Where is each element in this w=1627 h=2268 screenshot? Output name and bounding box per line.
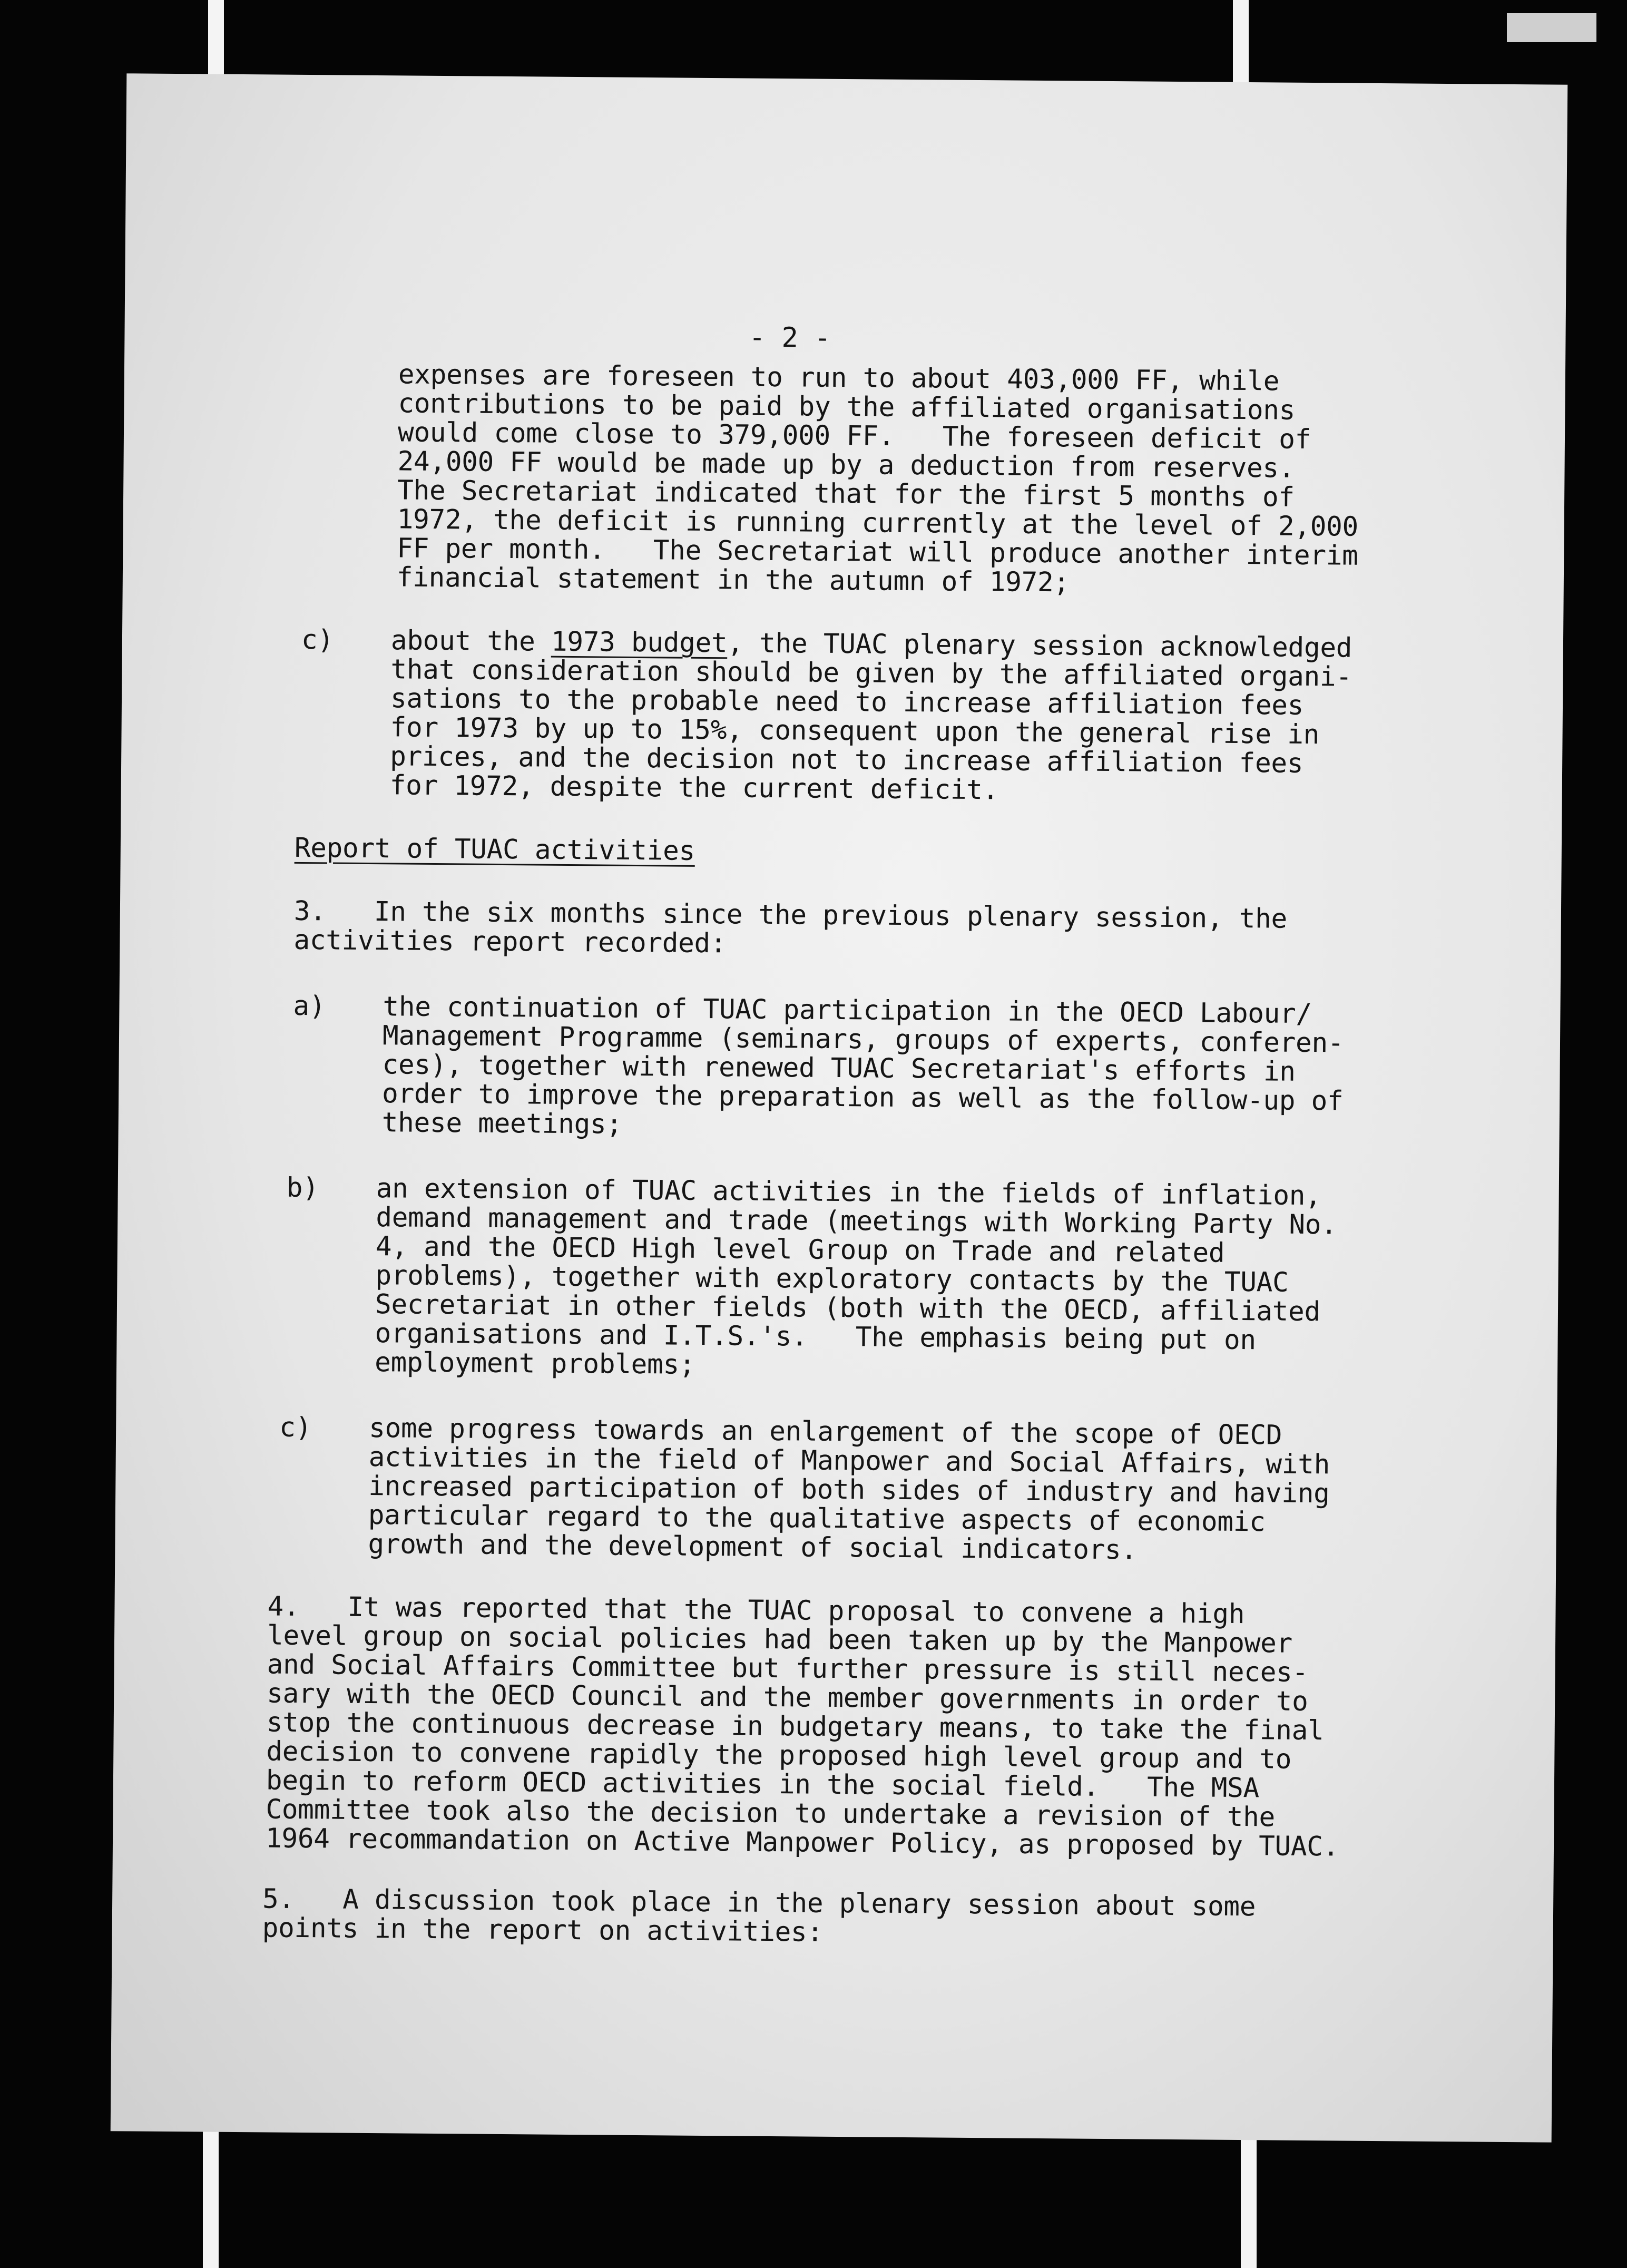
text-line: increased participation of both sides of industry and having bbox=[368, 1471, 1330, 1510]
text-line: expenses are foreseen to run to about 403,000 FF, while bbox=[398, 359, 1280, 397]
text-line: particular regard to the qualitative aspects of economic bbox=[368, 1500, 1266, 1538]
text-line: some progress towards an enlargement of the scope of OECD bbox=[368, 1413, 1282, 1451]
text-line: 1972, the deficit is running currently at the level of 2,000 bbox=[397, 504, 1359, 543]
text-line: demand management and trade (meetings with Working Party No. bbox=[376, 1202, 1337, 1241]
text-line: ces), together with renewed TUAC Secretariat's efforts in bbox=[382, 1049, 1296, 1088]
text-line: activities report recorded: bbox=[293, 924, 727, 960]
text-line: sary with the OECD Council and the member governments in order to bbox=[267, 1678, 1308, 1718]
text-line: Secretariat in other fields (both with the OECD, affiliated bbox=[375, 1289, 1321, 1328]
text-line: prices, and the decision not to increase affiliation fees bbox=[389, 741, 1303, 779]
text-line: and Social Affairs Committee but further pressure is still neces- bbox=[267, 1649, 1309, 1689]
text-line: decision to convene rapidly the proposed high level group and to bbox=[266, 1736, 1292, 1775]
text-line: level group on social policies had been taken up by the Manpower bbox=[267, 1620, 1293, 1659]
para-b-continuation bbox=[126, 73, 1567, 599]
text-line: 3. In the six months since the previous plenary session, the bbox=[293, 895, 1288, 935]
text-line: FF per month. The Secretariat will produce another interim bbox=[397, 533, 1358, 572]
text-line: financial statement in the autumn of 1972; bbox=[396, 562, 1070, 599]
text-line: these meetings; bbox=[381, 1107, 623, 1140]
text-line: for 1973 by up to 15%, consequent upon the general rise in bbox=[390, 712, 1320, 751]
text-line: problems), together with exploratory contacts by the TUAC bbox=[375, 1260, 1289, 1298]
document-page bbox=[111, 73, 1568, 2142]
text-line: sations to the probable need to increase affiliation fees bbox=[390, 683, 1304, 721]
item-label: b) bbox=[286, 1172, 319, 1204]
text-line: 4, and the OECD High level Group on Trade and related bbox=[375, 1231, 1225, 1269]
item-label: c) bbox=[301, 624, 334, 656]
text-line: would come close to 379,000 FF. The foreseen deficit of bbox=[397, 417, 1311, 455]
text-line: Committee took also the decision to undertake a revision of the bbox=[266, 1794, 1276, 1833]
film-mark-bottom-left bbox=[203, 2129, 219, 2268]
film-mark-corner bbox=[1507, 13, 1596, 42]
text-line: 24,000 FF would be made up by a deduction from reserves. bbox=[397, 446, 1295, 484]
text-line: stop the continuous decrease in budgetary means, to take the final bbox=[266, 1707, 1324, 1747]
text-line: 1964 recommandation on Active Manpower Policy, as proposed by TUAC. bbox=[265, 1823, 1339, 1863]
text-line: points in the report on activities: bbox=[262, 1912, 824, 1948]
text-line: 5. A discussion took place in the plenary session about some bbox=[262, 1883, 1256, 1923]
text-line: begin to reform OECD activities in the social field. The MSA bbox=[266, 1765, 1260, 1804]
item-label: c) bbox=[279, 1412, 312, 1444]
text-line: Management Programme (seminars, groups of experts, conferen- bbox=[382, 1020, 1344, 1059]
text-fragment: about the bbox=[390, 625, 552, 658]
text-line: activities in the field of Manpower and Social Affairs, with bbox=[368, 1442, 1330, 1481]
text-line: The Secretariat indicated that for the first 5 months of bbox=[397, 475, 1295, 513]
text-line: 4. It was reported that the TUAC proposal to convene a high bbox=[267, 1591, 1245, 1630]
page-number: - 2 - bbox=[749, 321, 831, 354]
item-label: a) bbox=[293, 990, 326, 1022]
text-fragment: , the TUAC plenary session acknowledged bbox=[727, 628, 1352, 664]
budget-underlined-term: 1973 budget bbox=[551, 626, 728, 659]
text-line: for 1972, despite the current deficit. bbox=[389, 770, 999, 806]
text-line: employment problems; bbox=[374, 1347, 695, 1381]
text-line: an extension of TUAC activities in the fields of inflation, bbox=[376, 1173, 1321, 1212]
text-line: growth and the development of social indicators. bbox=[368, 1529, 1138, 1566]
text-line: the continuation of TUAC participation in the OECD Labour/ bbox=[383, 991, 1312, 1030]
text-line: that consideration should be given by the affiliated organi- bbox=[390, 654, 1352, 693]
text-line: contributions to be paid by the affiliated organisations bbox=[398, 388, 1296, 426]
section-heading: Report of TUAC activities bbox=[294, 832, 695, 867]
text-line: organisations and I.T.S.'s. The emphasis being put on bbox=[375, 1318, 1257, 1356]
text-line: order to improve the preparation as well as the follow-up of bbox=[381, 1078, 1344, 1117]
